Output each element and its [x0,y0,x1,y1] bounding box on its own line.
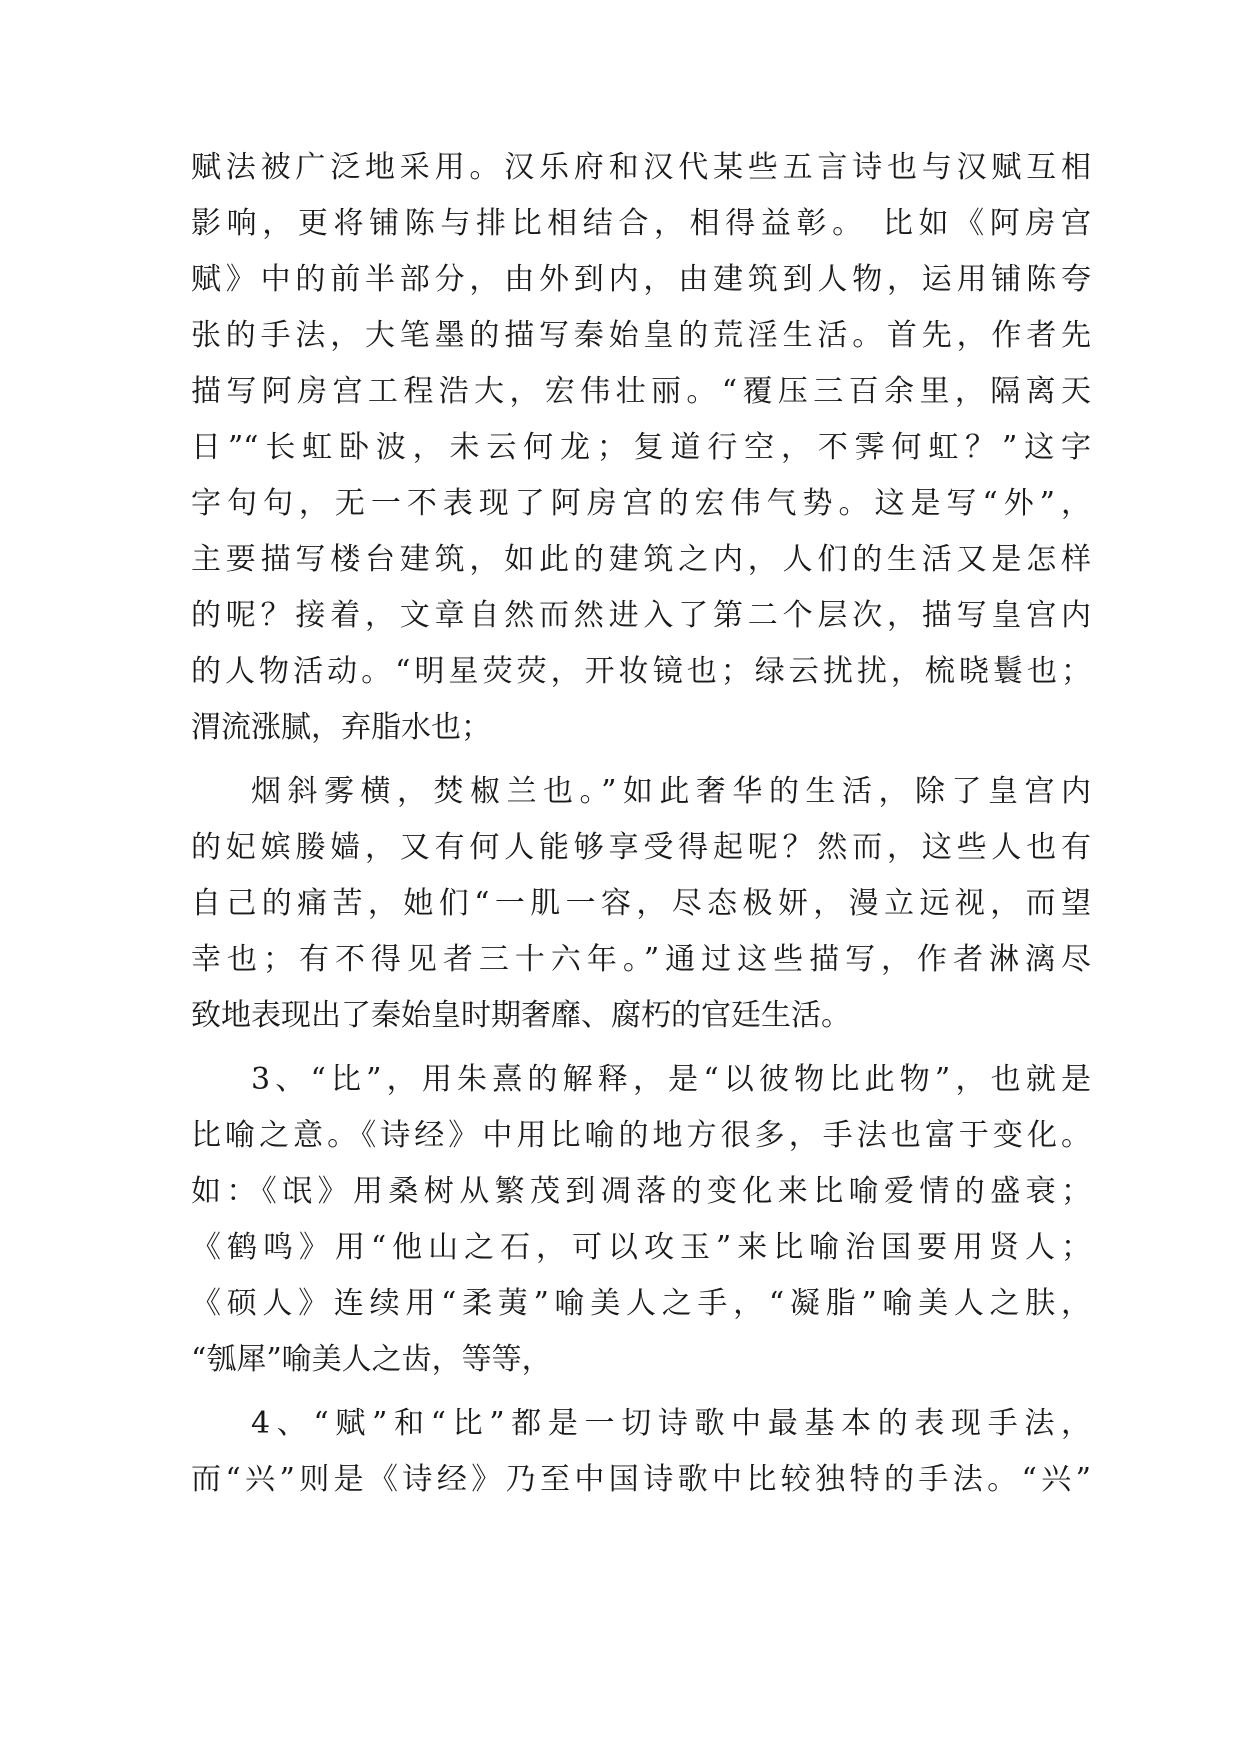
text-line: 《硕人》连续用“柔荑”喻美人之手，“凝脂”喻美人之肤， [191,1286,1091,1321]
text-line: 赋法被广泛地采用。汉乐府和汉代某些五言诗也与汉赋互相 [191,150,1091,185]
text-line: 而“兴”则是《诗经》乃至中国诗歌中比较独特的手法。“兴” [191,1462,1091,1497]
text-line: 的人物活动。“明星荧荧，开妆镜也；绿云扰扰，梳晓鬟也； [191,654,1091,689]
text-line: 自己的痛苦，她们“一肌一容，尽态极妍，漫立远视，而望 [191,886,1091,921]
text-line: 渭流涨腻，弃脂水也； [191,710,491,745]
text-line: 4、“赋”和“比”都是一切诗歌中最基本的表现手法， [251,1406,1091,1441]
text-line: 主要描写楼台建筑，如此的建筑之内，人们的生活又是怎样 [191,542,1091,577]
text-line: 的妃嫔媵嫱，又有何人能够享受得起呢？然而，这些人也有 [191,830,1091,865]
text-line: 比喻之意。《诗经》中用比喻的地方很多，手法也富于变化。 [191,1118,1091,1153]
text-line: 的呢？接着，文章自然而然进入了第二个层次，描写皇宫内 [191,598,1091,633]
text-line: 描写阿房宫工程浩大，宏伟壮丽。“覆压三百余里，隔离天 [191,374,1091,409]
text-line: 幸也；有不得见者三十六年。”通过这些描写，作者淋漓尽 [191,942,1091,977]
text-line: 赋》中的前半部分，由外到内，由建筑到人物，运用铺陈夸 [191,262,1091,297]
text-line: “瓠犀”喻美人之齿，等等， [191,1342,552,1377]
text-line: 张的手法，大笔墨的描写秦始皇的荒淫生活。首先，作者先 [191,318,1091,353]
text-line: 如：《氓》用桑树从繁茂到凋落的变化来比喻爱情的盛衰； [191,1174,1091,1209]
text-line: 影响，更将铺陈与排比相结合，相得益彰。 比如《阿房宫 [191,206,1091,241]
text-line: 字句句，无一不表现了阿房宫的宏伟气势。这是写“外”， [191,486,1091,521]
text-line: 日”“长虹卧波，未云何龙；复道行空，不霁何虹？”这字 [191,430,1091,465]
text-line: 烟斜雾横，焚椒兰也。”如此奢华的生活，除了皇宫内 [251,774,1091,809]
text-line: 《鹤鸣》用“他山之石，可以攻玉”来比喻治国要用贤人； [191,1230,1091,1265]
text-line: 致地表现出了秦始皇时期奢靡、腐朽的官廷生活。 [191,998,851,1033]
text-line: 3、“比”，用朱熹的解释，是“以彼物比此物”，也就是 [251,1062,1091,1097]
